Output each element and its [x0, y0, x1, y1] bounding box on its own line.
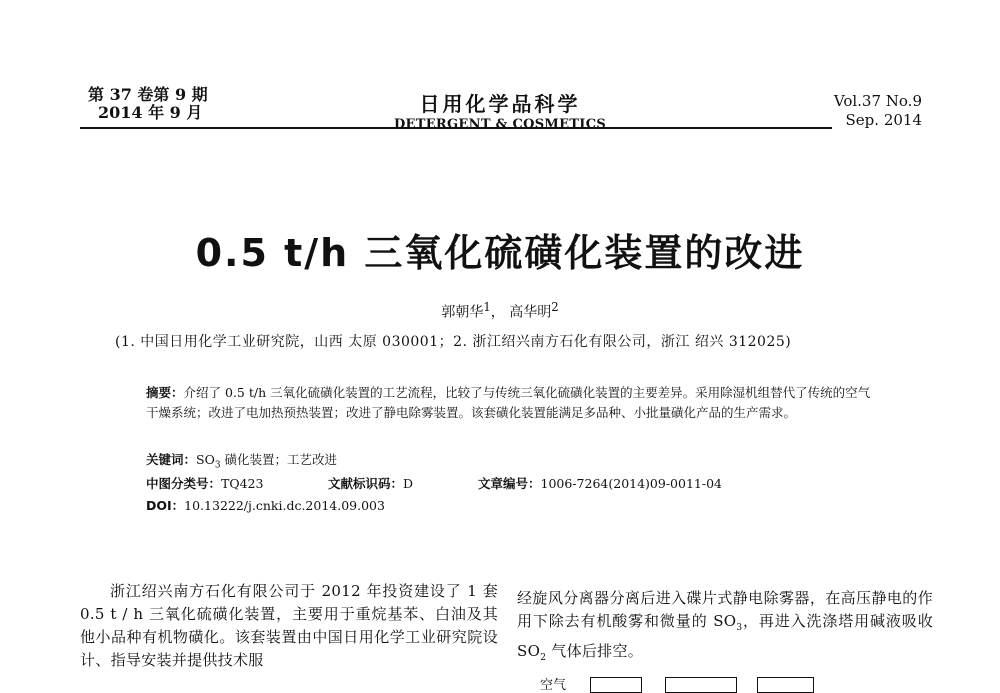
classification-label: 中图分类号：: [146, 476, 222, 491]
figure-box: [590, 677, 642, 693]
date-cn: 2014 年 9 月: [98, 103, 203, 122]
keywords-text: 磺化装置；工艺改进: [220, 452, 338, 467]
author-superscript: 1: [483, 300, 491, 314]
figure-label: 空气: [540, 678, 567, 693]
author-name: 高华明: [509, 304, 552, 321]
article-number-value: 1006-7264(2014)09-0011-04: [540, 476, 722, 491]
volume-issue-en: Vol.37 No.9: [833, 92, 922, 110]
doi-line: [146, 496, 385, 514]
header-rule: [80, 127, 832, 129]
document-code-label: 文献标识码：: [328, 476, 404, 491]
header-right: [834, 92, 922, 130]
affiliation: (1. 中国日用化学工业研究院，山西 太原 030001；2. 浙江绍兴南方石化有限公司，浙江 绍兴 312025): [115, 334, 792, 350]
author-separator: ，: [490, 304, 505, 321]
body-text: 气体后排空。: [546, 642, 644, 660]
body-left-column: 浙江绍兴南方石化有限公司于 2012 年投资建设了 1 套 0.5 t / h 三氧化硫磺化装置，主要用于重烷基苯、白油及其他小品种有机物磺化。该套装置由中国日用化学工业研究院设计、指导安装并提供技术服: [80, 582, 498, 669]
author-superscript: 2: [551, 300, 559, 314]
keyword-subscript: 3: [214, 460, 221, 471]
journal-name-en: DETERGENT & COSMETICS: [393, 117, 607, 132]
figure-box: [757, 677, 814, 693]
keywords-label: 关键词：: [146, 452, 197, 467]
volume-issue-cn: 第 37 卷第 9 期: [88, 85, 208, 104]
doi-label: DOI：: [146, 498, 185, 513]
classification-line: [146, 474, 263, 492]
keyword-so: SO: [196, 452, 215, 467]
figure-box: [665, 677, 737, 693]
abstract: [146, 383, 876, 422]
article-number: [478, 474, 722, 492]
author-line: [0, 300, 1000, 322]
doi-value: 10.13222/j.cnki.dc.2014.09.003: [184, 498, 385, 513]
subscript: 2: [540, 653, 547, 663]
subscript: 3: [736, 623, 743, 633]
paper-title: 0.5 t/h 三氧化硫磺化装置的改进: [195, 231, 805, 275]
keywords: [146, 450, 337, 471]
body-text: ，再进入洗涤塔用碱液吸收 SO: [517, 612, 933, 660]
document-code: [328, 474, 413, 492]
author-name: 郭朝华: [441, 304, 484, 321]
body-right-column: [517, 587, 933, 670]
classification-value: TQ423: [221, 476, 264, 491]
abstract-text: 介绍了 0.5 t/h 三氧化硫磺化装置的工艺流程，比较了与传统三氧化硫磺化装置的主要差异。采用除湿机组替代了传统的空气干燥系统；改进了电加热预热装置；改进了静电除雾装置。该套磺化装置能满足多品种、小批量磺化产品的生产需求。: [146, 385, 871, 420]
journal-name-cn: 日用化学品科学: [419, 92, 581, 116]
article-number-label: 文章编号：: [478, 476, 541, 491]
body-text: 经旋风分离器分离后进入碟片式静电除雾器，在高压静电的作用下除去有机酸雾和微量的 SO: [517, 589, 933, 630]
abstract-label: 摘要：: [146, 385, 184, 400]
document-code-value: D: [403, 476, 414, 491]
date-en: Sep. 2014: [845, 111, 922, 129]
